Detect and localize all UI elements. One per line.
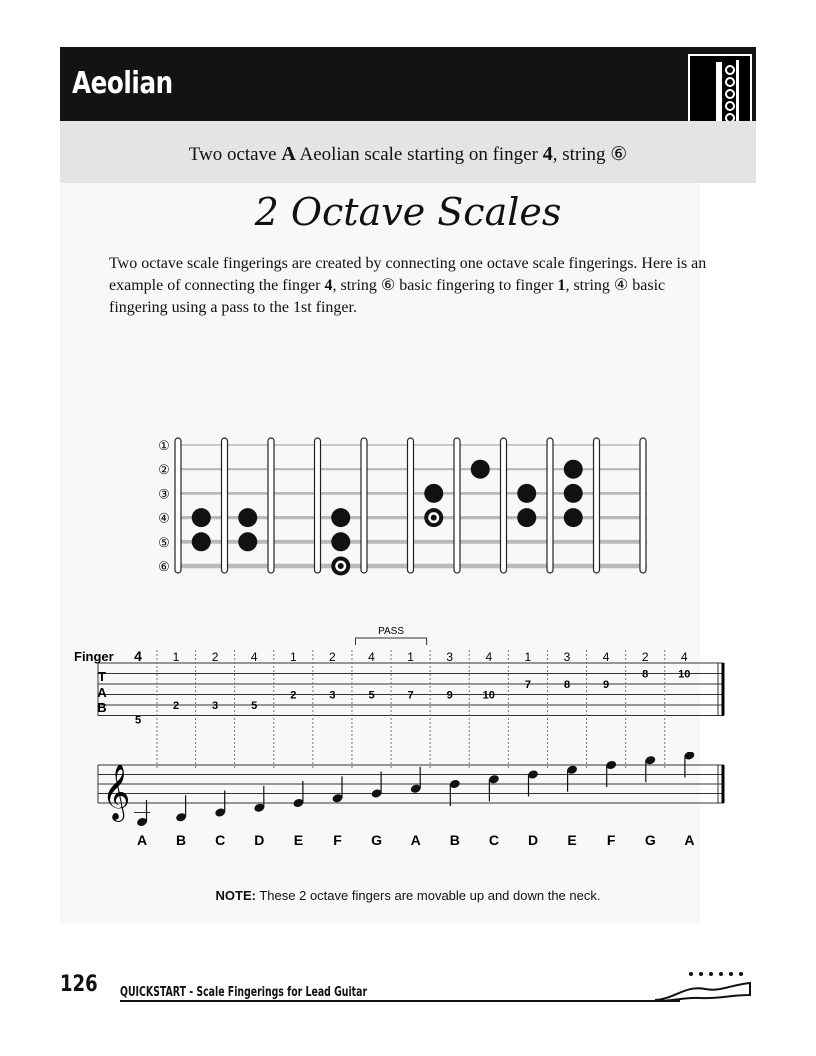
note-name: A (136, 832, 148, 848)
tab-fret-number: 10 (482, 689, 495, 702)
finger-dot (471, 460, 490, 479)
fret-wire (222, 438, 228, 573)
finger-dot (238, 532, 257, 551)
fret-wire (315, 438, 321, 573)
tab-fret-number: 7 (524, 679, 531, 691)
tab-fret-number: 5 (368, 689, 375, 702)
tab-staff (60, 620, 760, 770)
tab-letter: A (97, 685, 107, 700)
finger-number: 4 (250, 650, 258, 664)
intro-paragraph: Two octave scale fingerings are created by connecting one octave scale fingerings. Here is an example of connecting the finger 4, string ⑥ basic fingering to finger 1, string ④ basic fingering using a pass to the 1st finger. (109, 255, 707, 316)
finger-dot (564, 460, 583, 479)
tab-letter: T (98, 669, 106, 684)
finger-number: 1 (407, 650, 414, 664)
note-name: C (215, 832, 226, 848)
note-name: G (644, 832, 656, 848)
note-name: D (527, 832, 539, 848)
note-name: G (371, 832, 383, 848)
finger-dot (192, 532, 211, 551)
fretboard-diagram (150, 432, 670, 582)
finger-dot (238, 508, 257, 527)
finger-number: 4 (485, 650, 493, 664)
tab-fret-number: 5 (251, 700, 258, 712)
string-label: ③ (158, 486, 170, 502)
finger-dot (192, 508, 211, 527)
page-title: Aeolian (72, 66, 173, 101)
note-name: B (449, 832, 460, 848)
finger-number: 4 (134, 648, 142, 664)
fret-wire (175, 438, 181, 573)
note-name: C (488, 832, 499, 848)
note-text: NOTE: These 2 octave fingers are movable up and down the neck. (215, 888, 601, 903)
fret-wire (594, 438, 600, 573)
finger-number: 1 (524, 650, 532, 664)
note-name: E (293, 832, 304, 848)
fret-wire (640, 438, 646, 573)
notation-staff (60, 752, 760, 862)
note-name: E (567, 832, 577, 848)
string-label: ⑥ (158, 559, 170, 574)
pass-bracket (356, 638, 427, 645)
note-name: F (333, 832, 342, 848)
finger-number: 2 (211, 650, 219, 664)
finger-number: 3 (446, 650, 454, 664)
tab-fret-number: 9 (603, 679, 610, 691)
fret-wire (408, 438, 414, 573)
section-heading: 2 Octave Scales (254, 190, 562, 234)
footer-title: QUICKSTART - Scale Fingerings for Lead Guitar (120, 985, 368, 1000)
fret-wire (454, 438, 460, 573)
tab-fret-number: 2 (290, 689, 297, 702)
tab-fret-number: 8 (642, 668, 649, 681)
tab-fret-number: 9 (446, 689, 453, 702)
footer-rule (120, 1000, 680, 1002)
string-label: ⑤ (158, 534, 170, 550)
fret-wire (501, 438, 507, 573)
finger-number: 4 (680, 650, 688, 664)
finger-dot (517, 508, 536, 527)
string-label: ① (158, 438, 170, 453)
finger-number: 1 (289, 650, 297, 664)
tab-fret-number: 10 (678, 668, 691, 681)
finger-number: 1 (172, 650, 180, 664)
tab-letter: B (97, 700, 107, 715)
finger-label: Finger (74, 649, 114, 664)
finger-dot (517, 484, 536, 503)
scale-description: Two octave A Aeolian scale starting on finger 4, string ⑥ (188, 143, 628, 165)
tab-fret-number: 8 (563, 679, 571, 691)
root-center (431, 515, 437, 521)
finger-dot (564, 484, 583, 503)
finger-number: 2 (641, 650, 649, 664)
finger-number: 2 (329, 650, 336, 664)
string-label: ④ (158, 510, 170, 526)
page-number: 126 (60, 972, 98, 997)
note-name: A (684, 832, 695, 848)
string-label: ② (158, 462, 170, 478)
fret-wire (547, 438, 553, 573)
finger-number: 4 (368, 650, 375, 664)
fret-wire (361, 438, 367, 573)
tab-fret-number: 3 (212, 700, 219, 712)
tab-fret-number: 5 (134, 714, 142, 727)
treble-clef-icon: 𝄞 (102, 766, 131, 819)
note-name: D (254, 832, 265, 848)
guitar-headstock-icon (655, 965, 755, 1005)
tab-fret-number: 7 (407, 689, 414, 702)
finger-dot (424, 484, 443, 503)
finger-dot (331, 508, 350, 527)
finger-number: 3 (563, 650, 571, 664)
note-name: B (176, 832, 187, 848)
note-name: A (410, 832, 421, 848)
note-name: F (606, 832, 616, 848)
fret-wire (268, 438, 274, 573)
tab-fret-number: 2 (172, 700, 180, 712)
finger-number: 4 (602, 650, 610, 664)
root-center (338, 563, 344, 569)
finger-dot (331, 532, 350, 551)
finger-dot (564, 508, 583, 527)
tab-fret-number: 3 (329, 689, 336, 702)
pass-label: PASS (378, 626, 405, 637)
